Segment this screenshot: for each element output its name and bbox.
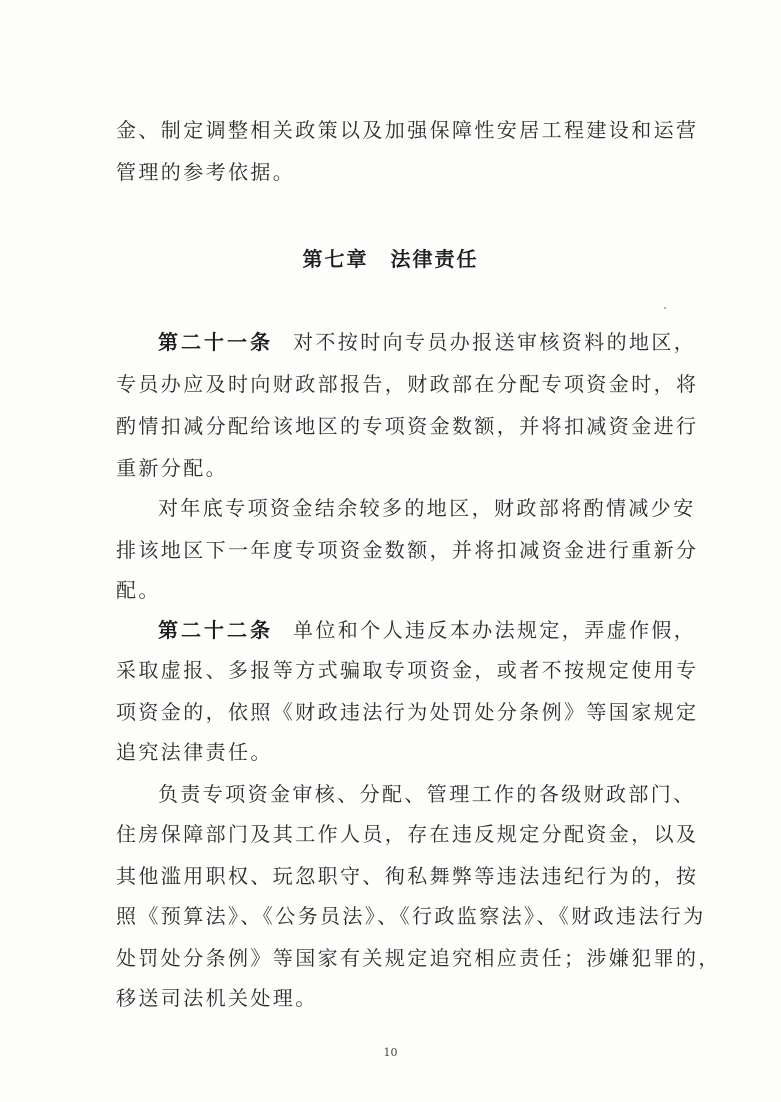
article-21-first-line [158,330,718,354]
scan-speck [664,307,666,309]
text-line: 管理的参考依据。 [116,160,296,184]
text-line: 其他滥用职权、玩忽职守、徇私舞弊等违法违纪行为的，按 [116,864,699,888]
page-number: 10 [383,1046,398,1059]
text-line: 移送司法机关处理。 [116,986,318,1010]
text-line: 处罚处分条例》等国家有关规定追究相应责任；涉嫌犯罪的， [116,946,721,970]
chapter-heading [0,246,781,272]
text-line: 项资金的，依照《财政违法行为处罚处分条例》等国家规定 [116,700,699,724]
article-22-label: 第二十二条 [158,618,273,642]
chapter-title: 法律责任 [390,247,479,271]
text-line: 采取虚报、多报等方式骗取专项资金，或者不按规定使用专 [116,658,699,682]
text-line: 追究法律责任。 [116,740,273,764]
text-line: 单位和个人违反本办法规定，弄虚作假， [293,618,697,642]
article-22-first-line [158,618,718,642]
text-line: 专员办应及时向财政部报告，财政部在分配专项资金时，将 [116,372,699,396]
text-line: 重新分配。 [116,456,228,480]
text-line: 金、制定调整相关政策以及加强保障性安居工程建设和运营 [116,118,699,142]
article-21-label: 第二十一条 [158,330,273,354]
text-line: 配。 [116,578,161,602]
text-line: 酌情扣减分配给该地区的专项资金数额，并将扣减资金进行 [116,414,699,438]
text-line: 对年底专项资金结余较多的地区，财政部将酌情减少安 [158,496,696,520]
text-line: 照《预算法》、《公务员法》、《行政监察法》、《财政违法行为 [116,904,706,928]
text-line: 负责专项资金审核、分配、管理工作的各级财政部门、 [158,782,696,806]
text-line: 排该地区下一年度专项资金数额，并将扣减资金进行重新分 [116,538,699,562]
text-line: 住房保障部门及其工作人员，存在违反规定分配资金，以及 [116,822,699,846]
chapter-number: 第七章 [302,247,369,271]
text-line: 对不按时向专员办报送审核资料的地区， [293,330,697,354]
